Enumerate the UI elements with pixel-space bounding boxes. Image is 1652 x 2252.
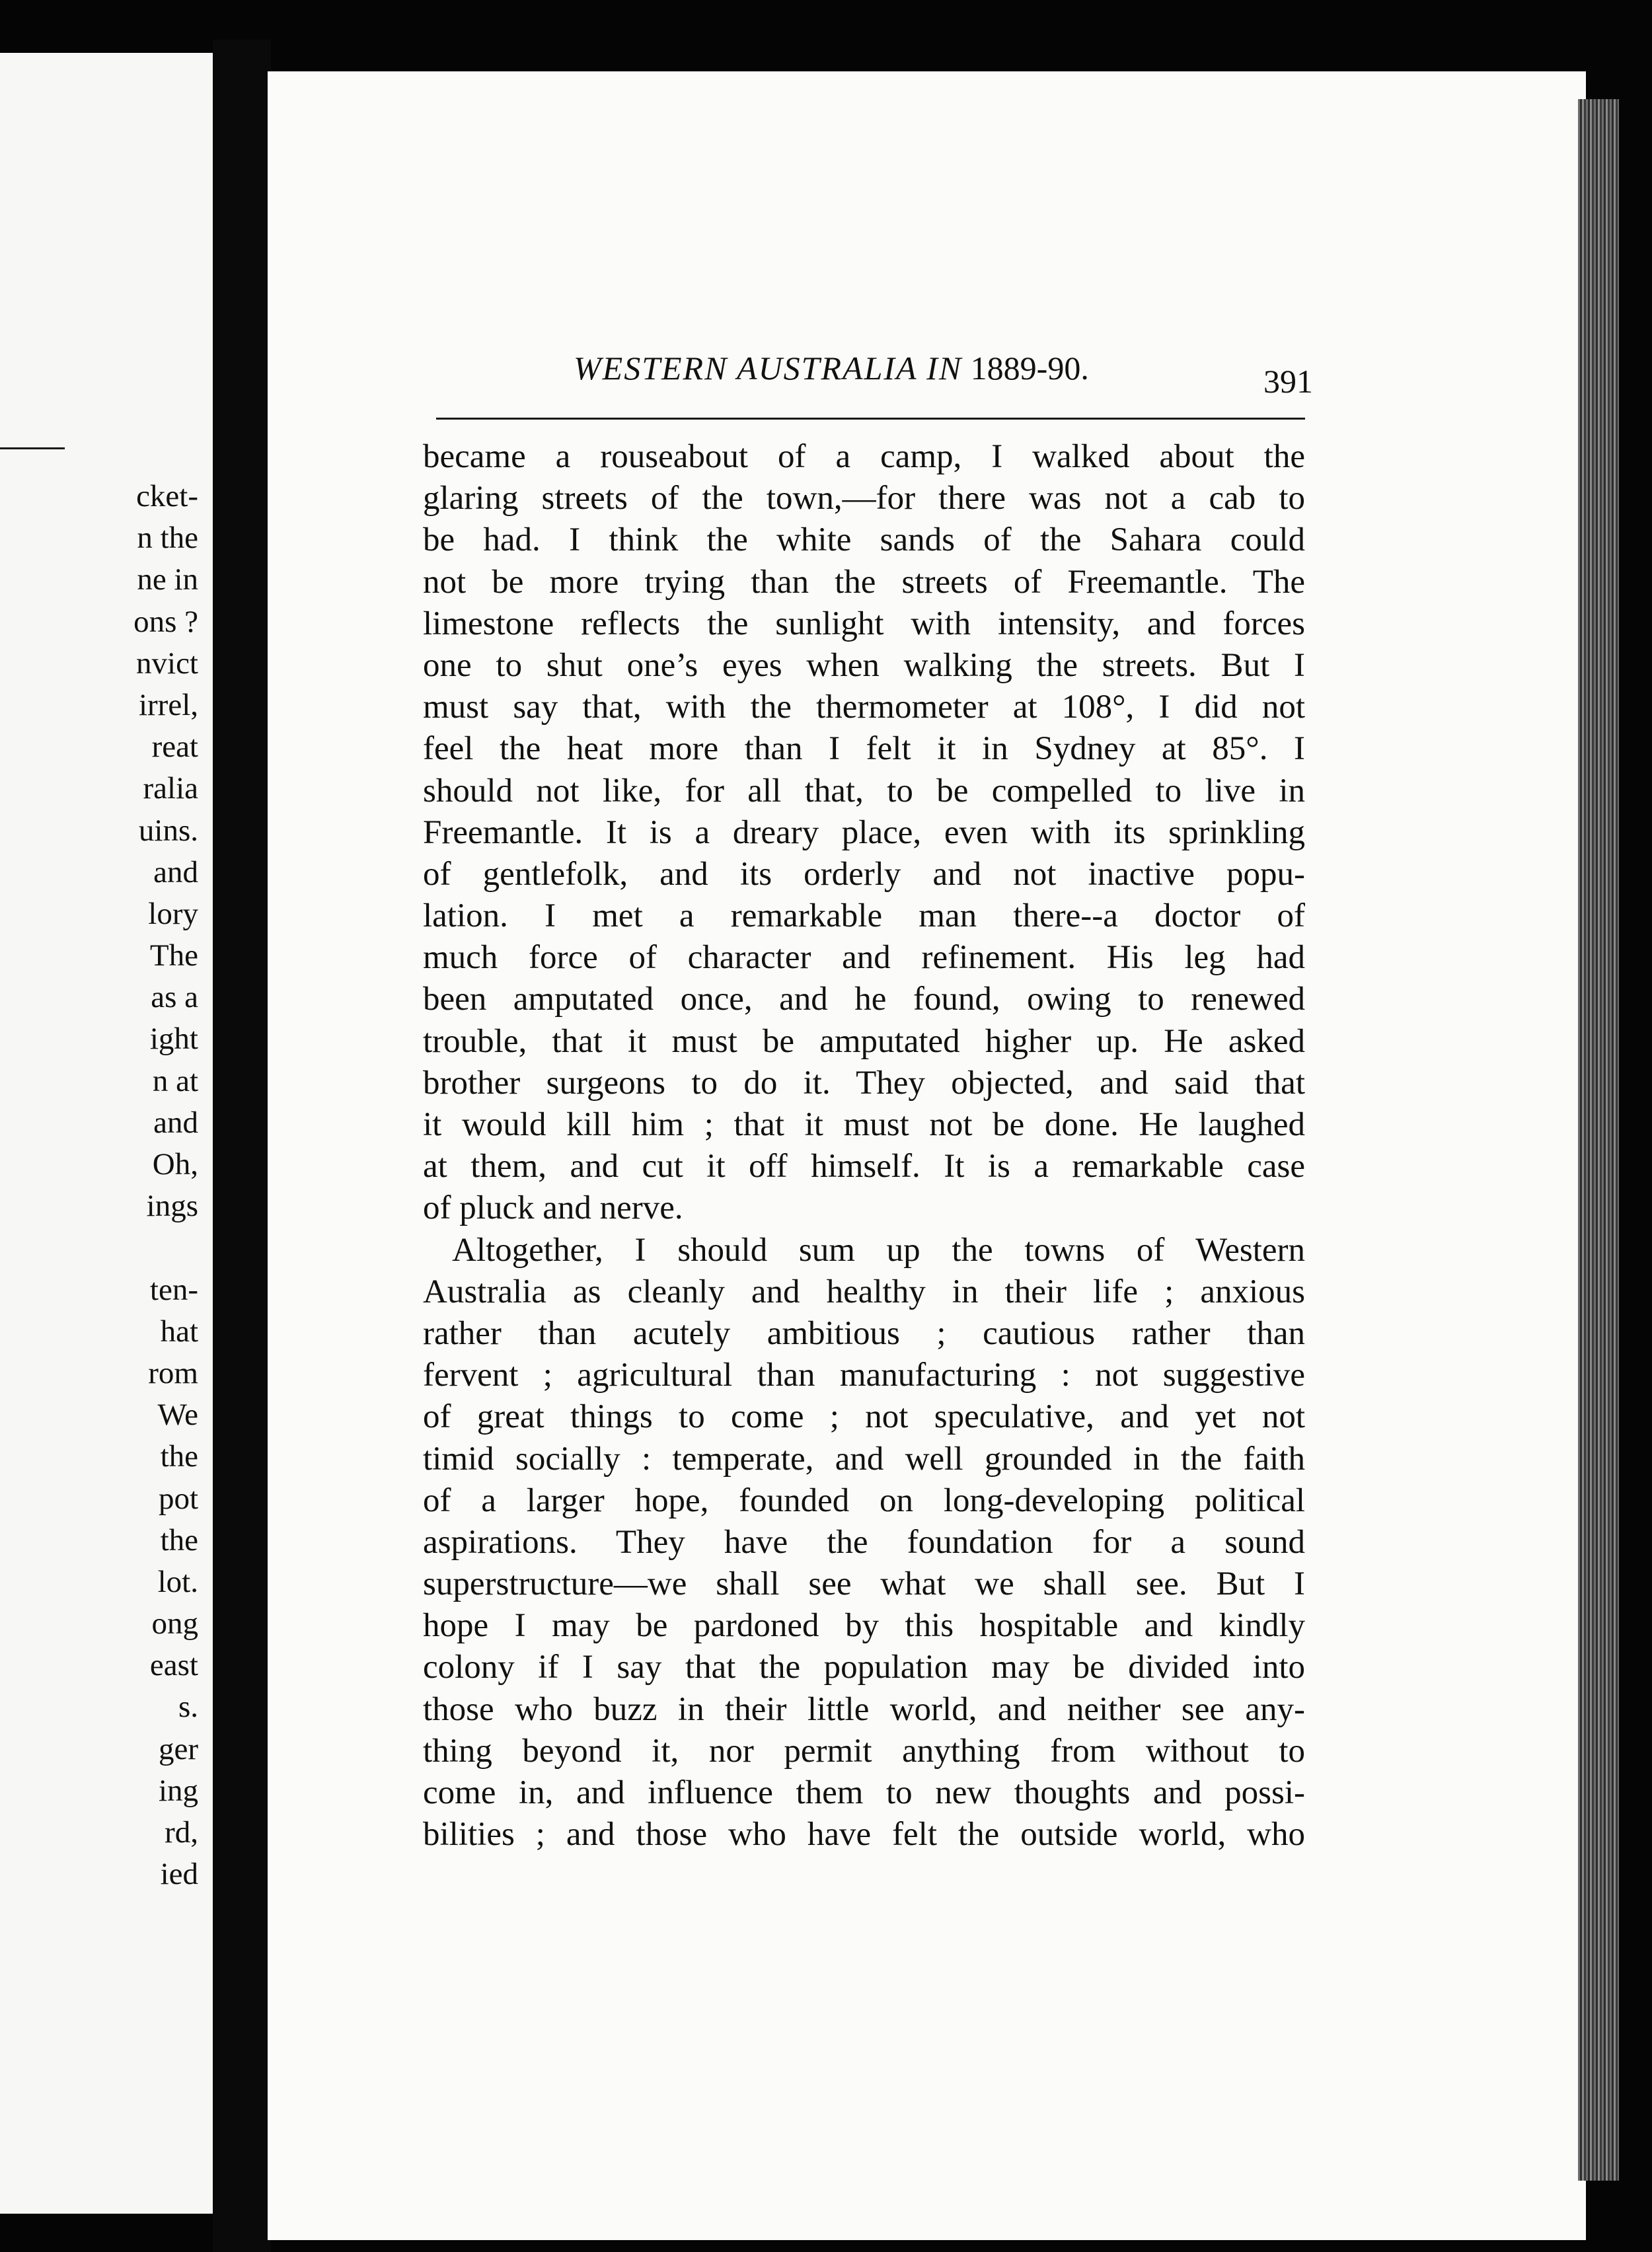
left-line: Oh, [152, 1147, 198, 1182]
left-line: ight [149, 1022, 198, 1057]
text-line: been amputated once, and he found, owing to renewed [423, 981, 1305, 1018]
left-line: reat [151, 730, 198, 765]
text-line: feel the heat more than I felt it in Sydney at 85°. I [423, 730, 1305, 768]
header-rule [436, 418, 1305, 420]
running-head [574, 349, 1182, 387]
left-line: east [149, 1648, 198, 1683]
left-line: The [149, 938, 198, 973]
text-line: much force of character and refinement. His leg had [423, 939, 1305, 977]
left-line: lory [148, 896, 198, 931]
text-line: fervent ; agricultural than manufacturing : not suggestive [423, 1357, 1305, 1394]
text-line: it would kill him ; that it must not be done. He laughed [423, 1106, 1305, 1143]
text-line: limestone reflects the sunlight with intensity, and forces [423, 605, 1305, 642]
left-page [0, 53, 213, 2214]
left-line: and [153, 1105, 198, 1140]
text-line: brother surgeons to do it. They objected, and said that [423, 1064, 1305, 1102]
left-line: hat [160, 1314, 198, 1349]
text-line: at them, and cut it off himself. It is a remarkable case [423, 1148, 1305, 1185]
text-line: one to shut one’s eyes when walking the streets. But I [423, 646, 1305, 684]
text-line: come in, and influence them to new thoughts and possi- [423, 1774, 1305, 1811]
text-line: bilities ; and those who have felt the outside world, who [423, 1816, 1305, 1854]
text-line: trouble, that it must be amputated higher up. He asked [423, 1022, 1305, 1060]
left-line: ing [158, 1773, 198, 1808]
left-line: irrel, [138, 687, 198, 722]
text-line: of pluck and nerve. [423, 1189, 683, 1227]
left-line: and [153, 854, 198, 889]
left-line: ied [160, 1857, 198, 1892]
left-line: nvict [136, 646, 198, 681]
text-line: not be more trying than the streets of Freemantle. The [423, 563, 1305, 601]
left-line: n the [137, 521, 198, 556]
text-line: those who buzz in their little world, and neither see any- [423, 1690, 1305, 1728]
left-line: pot [158, 1481, 198, 1516]
text-line: must say that, with the thermometer at 108°, I did not [423, 689, 1305, 726]
text-line: hope I may be pardoned by this hospitable and kindly [423, 1607, 1305, 1645]
running-head-years: 1889-90. [970, 350, 1089, 387]
left-line: ons ? [133, 604, 198, 639]
text-line: lation. I met a remarkable man there--a doctor of [423, 897, 1305, 935]
left-line: lot. [157, 1564, 198, 1599]
running-head-title: WESTERN AUSTRALIA IN [574, 350, 963, 387]
left-line: We [157, 1398, 198, 1433]
text-line: of a larger hope, founded on long-developing political [423, 1482, 1305, 1519]
book-gutter [213, 40, 271, 2252]
left-line: the [160, 1522, 198, 1558]
text-line: colony if I say that the population may be divided into [423, 1649, 1305, 1686]
left-line: rom [148, 1355, 198, 1390]
left-page-text [0, 476, 198, 1895]
left-line: ong [151, 1606, 198, 1641]
left-line: uins. [138, 813, 198, 848]
text-line: became a rouseabout of a camp, I walked about the [423, 438, 1305, 475]
text-line: aspirations. They have the foundation for a sound [423, 1523, 1305, 1561]
left-line: s. [178, 1690, 198, 1725]
left-line: rd, [165, 1815, 198, 1850]
text-line: thing beyond it, nor permit anything from without to [423, 1732, 1305, 1770]
left-page-rule [0, 447, 65, 449]
text-line: Altogether, I should sum up the towns of Western [452, 1231, 1305, 1269]
page-edges [1578, 99, 1619, 2181]
text-line: glaring streets of the town,—for there was not a cab to [423, 480, 1305, 517]
left-line [0, 1227, 198, 1269]
left-line: cket- [136, 479, 198, 513]
left-line: as a [151, 980, 198, 1015]
left-line: ings [146, 1189, 198, 1224]
left-line: the [160, 1439, 198, 1474]
text-line: rather than acutely ambitious ; cautious rather than [423, 1314, 1305, 1352]
text-line: timid socially : temperate, and well grounded in the faith [423, 1440, 1305, 1478]
text-line: superstructure—we shall see what we shall see. But I [423, 1565, 1305, 1603]
left-line: ten- [149, 1272, 198, 1307]
left-line: ger [158, 1731, 198, 1766]
body-text [423, 436, 1305, 1856]
text-line: of great things to come ; not speculative, and yet not [423, 1398, 1305, 1436]
left-line: ne in [137, 562, 198, 597]
text-line: be had. I think the white sands of the Sahara could [423, 521, 1305, 559]
text-line: of gentlefolk, and its orderly and not inactive popu- [423, 855, 1305, 893]
left-line: n at [152, 1063, 198, 1098]
page-number: 391 [1263, 363, 1313, 400]
left-line: ralia [143, 771, 198, 806]
text-line: Australia as cleanly and healthy in their life ; anxious [423, 1273, 1305, 1310]
text-line: should not like, for all that, to be compelled to live in [423, 772, 1305, 809]
text-line: Freemantle. It is a dreary place, even with its sprinkling [423, 813, 1305, 851]
